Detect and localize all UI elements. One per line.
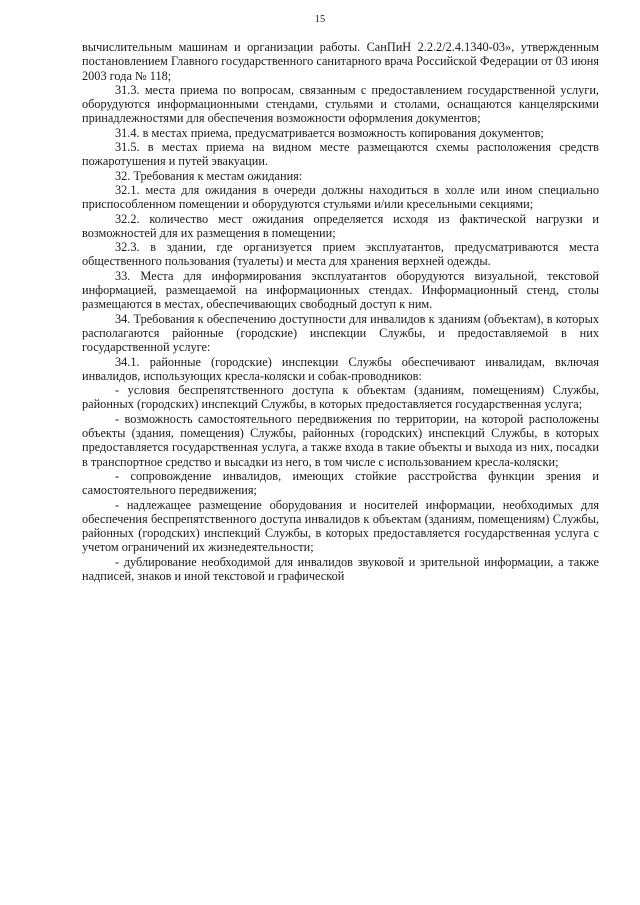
paragraph: - надлежащее размещение оборудования и носителей информации, необходимых для обеспечения беспрепятственного доступа инвалидов к объектам (зданиям, помещениям) Службы, районных (городских) инспекций Службы, в которых предоставляется государственная услуга с учетом ограничений их жизнедеятельности;: [82, 497, 599, 555]
paragraph: 32.2. количество мест ожидания определяется исходя из фактической нагрузки и возможностей для их размещения в помещении;: [82, 211, 599, 240]
document-body: [82, 40, 599, 583]
paragraph: - возможность самостоятельного передвижения по территории, на которой расположены объекты (здания, помещения) Службы, районных (городских) инспекций Службы, в которых предоставляется государственная услуга, а также входа в такие объекты и выхода из них, посадки в транспортное средство и высадки из него, в том числе с использованием кресла-коляски;: [82, 411, 599, 469]
page-number: 15: [314, 14, 326, 25]
paragraph: 32.3. в здании, где организуется прием эксплуатантов, предусматриваются места общественного пользования (туалеты) и места для хранения верхней одежды.: [82, 240, 599, 269]
paragraph: 34.1. районные (городские) инспекции Службы обеспечивают инвалидам, включая инвалидов, использующих кресла-коляски и собак-проводников:: [82, 354, 599, 383]
paragraph: - сопровождение инвалидов, имеющих стойкие расстройства функции зрения и самостоятельного передвижения;: [82, 468, 599, 498]
paragraph: 31.4. в местах приема, предусматривается возможность копирования документов;: [115, 125, 544, 140]
paragraph: 34. Требования к обеспечению доступности для инвалидов к зданиям (объектам), в которых располагаются районные (городские) инспекции Службы, и предоставляемой в них государственной услуге:: [82, 311, 599, 355]
paragraph: вычислительным машинам и организации работы. СанПиН 2.2.2/2.4.1340-03», утвержденным постановлением Главного государственного санитарного врача Российской Федерации от 03 июня 2003 года № 118;: [82, 40, 599, 83]
paragraph: 32.1. места для ожидания в очереди должны находиться в холле или ином специально приспособленном помещении и оборудуются стульями и/или кресельными секциями;: [82, 182, 599, 212]
paragraph: - дублирование необходимой для инвалидов звуковой и зрительной информации, а также надписей, знаков и иной текстовой и графической: [82, 554, 599, 583]
paragraph: 31.5. в местах приема на видном месте размещаются схемы расположения средств пожаротушения и путей эвакуации.: [82, 140, 599, 169]
paragraph: 31.3. места приема по вопросам, связанным с предоставлением государственной услуги, оборудуются информационными стендами, стульями и столами, оснащаются канцелярскими принадлежностями для обеспечения возможности оформления документов;: [82, 82, 599, 126]
paragraph: 33. Места для информирования эксплуатантов оборудуются визуальной, текстовой информацией, размещаемой на информационных стендах. Информационный стенд, столы размещаются в местах, обеспечивающих свободный доступ к ним.: [82, 268, 599, 312]
paragraph: 32. Требования к местам ожидания:: [115, 168, 303, 183]
paragraph: - условия беспрепятственного доступа к объектам (зданиям, помещениям) Службы, районных (городских) инспекций Службы, в которых предоставляется государственная услуга;: [82, 383, 599, 412]
